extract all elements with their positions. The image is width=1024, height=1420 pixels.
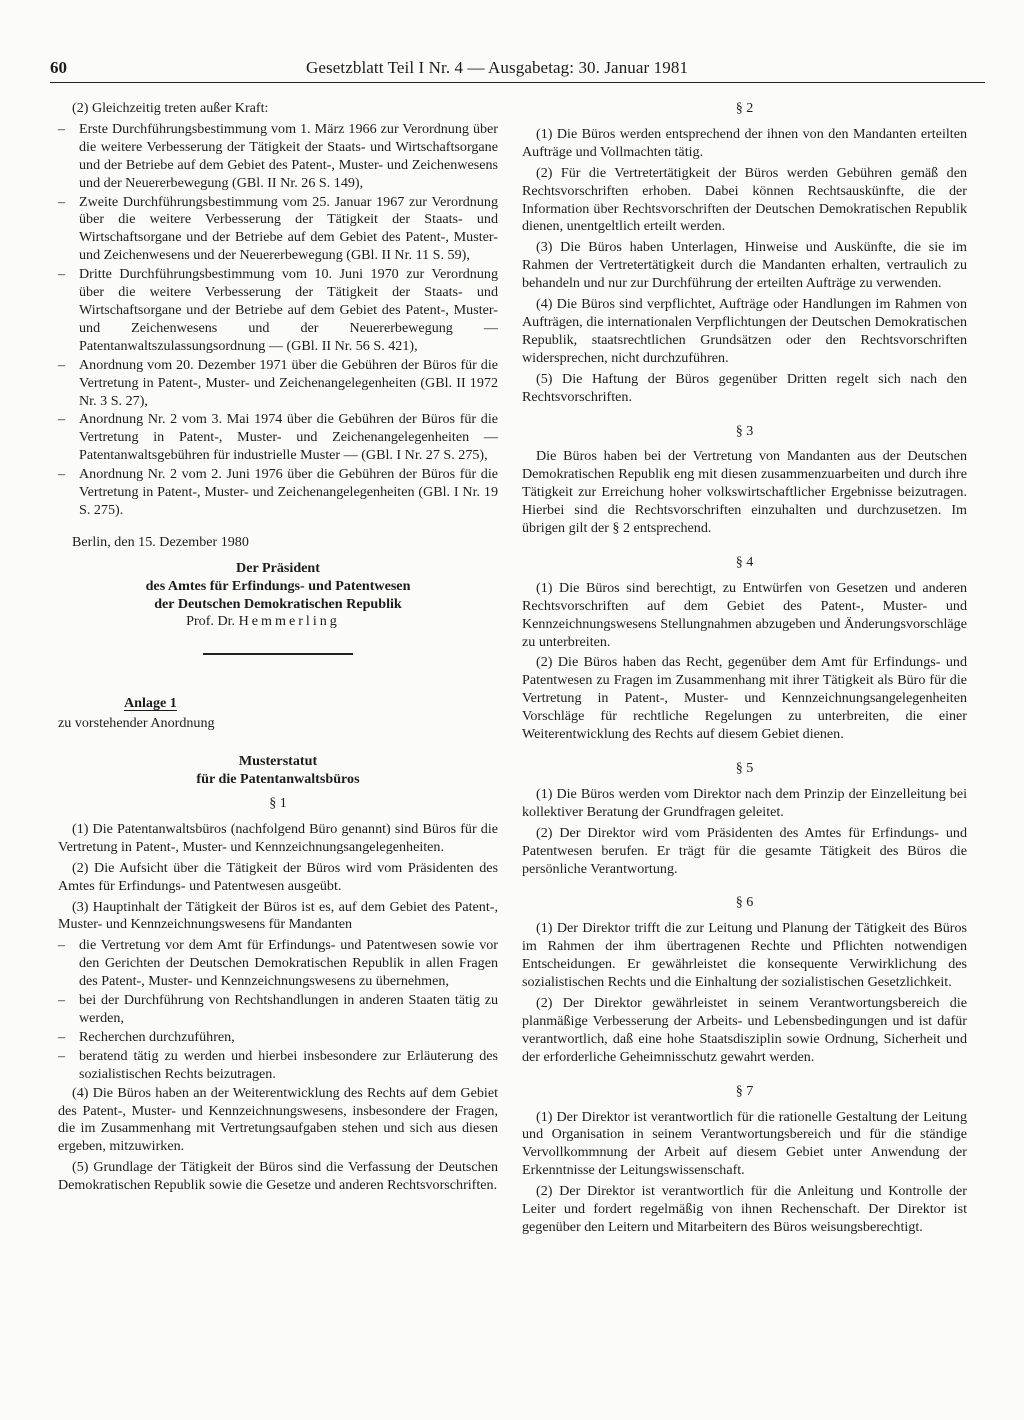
repealed-item: – Zweite Durchführungsbestimmung vom 25. Januar 1967 zur Verordnung über die weitere Verbesserung der Tätigkeit der Staats- und Wirtschaftsorgane und der Betriebe auf dem Gebiet des Patent-, Muster- und Zeichenwesens und der Neuererbewegung (GBl. II Nr. 11 S. 59), xyxy=(58,194,498,266)
repealed-item: – Anordnung Nr. 2 vom 2. Juni 1976 über die Gebühren der Büros für die Vertretung in Patent-, Muster- und Zeichenangelegenheiten (GBl. I Nr. 19 S. 275). xyxy=(58,466,498,520)
paragraph: (4) Die Büros sind verpflichtet, Aufträge oder Handlungen im Rahmen von Aufträgen, die internationalen Verpflichtungen der Deutschen Demokratischen Republik, staatsrechtlichen Grundsätzen oder den Rechtsvorschriften widersprechen, nicht durchzuführen. xyxy=(522,296,967,366)
paragraph: (2) Die Aufsicht über die Tätigkeit der Büros wird vom Präsidenten des Amtes für Erfindungs- und Patentwesen ausgeübt. xyxy=(58,859,498,894)
paragraph: (2) Der Direktor gewährleistet in seinem Verantwortungsbereich die planmäßige Verbesserung der Arbeits- und Lebensbedingungen und ist dafür verantwortlich, daß eine hohe Staatsdisziplin sowie Ordnung, Sicherheit und der erforderliche Geheimnisschutz gewahrt werden. xyxy=(522,994,967,1065)
page-number: 60 xyxy=(50,58,67,77)
repealed-item: – Erste Durchführungsbestimmung vom 1. März 1966 zur Verordnung über die weitere Verbesserung der Tätigkeit der Staats- und Wirtschaftsorgane und der Betriebe auf dem Gebiet des Patent-, Muster- und Zeichenwesens und der Neuererbewegung (GBl. II Nr. 26 S. 149), xyxy=(58,121,498,193)
paragraph: (1) Der Direktor trifft die zur Leitung und Planung der Tätigkeit des Büros im Rahmen der ihm übertragenen Rechte und Pflichten notwendigen Entscheidungen. Er gewährleistet die konsequente Verwirklichung des sozialistischen Rechts und die Einhaltung der sozialistischen Gesetzlichkeit. xyxy=(522,920,967,991)
paragraph: (2) Der Direktor wird vom Präsidenten des Amtes für Erfindungs- und Patentwesen berufen. Er trägt für die gesamte Tätigkeit des Büros die persönliche Verantwortung. xyxy=(522,824,967,877)
paragraph: (3) Hauptinhalt der Tätigkeit der Büros ist es, auf dem Gebiet des Patent-, Muster- und Kennzeichnungswesens für Mandanten xyxy=(58,898,498,933)
duty-item: – bei der Durchführung von Rechtshandlungen in anderen Staaten tätig zu werden, xyxy=(58,992,498,1028)
repealed-item: – Anordnung Nr. 2 vom 3. Mai 1974 über die Gebühren der Büros für die Vertretung in Patent-, Muster- und Zeichenangelegenheiten — Patentanwaltsgebühren für industrielle Muster — (GBl. I Nr. 27 S. 275), xyxy=(58,411,498,465)
right-column xyxy=(522,100,967,1240)
signer-name: Hemmerling xyxy=(238,613,340,630)
place-date: Berlin, den 15. Dezember 1980 xyxy=(72,533,249,550)
signer xyxy=(28,613,498,631)
signer-title: Prof. Dr. xyxy=(186,613,236,630)
section-heading-5: § 5 xyxy=(735,760,754,776)
paragraph: Die Büros haben bei der Vertretung von Mandanten aus der Deutschen Demokratischen Republik eng mit diesen zusammenzuarbeiten und durch ihre Tätigkeit zur Erreichung hoher volkswirtschaftlicher Ergebnisse beizutragen. Hierbei sind die Rechtsvorschriften einzuhalten und durchzusetzen. Im übrigen gilt der § 2 entsprechend. xyxy=(522,448,967,537)
section-heading-4: § 4 xyxy=(735,553,754,570)
section-heading-3: § 3 xyxy=(735,422,754,439)
repealed-item: – Dritte Durchführungsbestimmung vom 10. Juni 1970 zur Verordnung über die weitere Verbesserung der Tätigkeit der Staats- und Wirtschaftsorgane und der Betriebe auf dem Gebiet des Patent-, Muster- und Zeichenwesens und der Neuererbewegung — Patentanwaltszulassungsordnung — (GBl. II Nr. 56 S. 421), xyxy=(58,266,498,356)
paragraph: (5) Grundlage der Tätigkeit der Büros sind die Verfassung der Deutschen Demokratischen Republik sowie die Gesetze und anderen Rechtsvorschriften. xyxy=(58,1159,498,1194)
signature-block xyxy=(58,560,498,614)
paragraph: (5) Die Haftung der Büros gegenüber Dritten regelt sich nach den Rechtsvorschriften. xyxy=(522,370,967,405)
duty-item: – beratend tätig zu werden und hierbei insbesondere zur Erläuterung des sozialistischen Rechts beizutragen. xyxy=(58,1048,498,1084)
duty-item: – die Vertretung vor dem Amt für Erfindungs- und Patentwesen sowie vor den Gerichten der Deutschen Demokratischen Republik in allen Fragen des Patent-, Muster- und Kennzeichnungswesens zu übernehmen, xyxy=(58,937,498,991)
paragraph: (2) Die Büros haben das Recht, gegenüber dem Amt für Erfindungs- und Patentwesen zu Fragen im Zusammenhang mit ihrer Tätigkeit als Büro für die Vertretung in Patent-, Muster- und Kennzeichnungsangelegenheiten Vorschläge für rechtliche Regelungen zu unterbreiten, die einer Weiterentwicklung des Rechts auf diesem Gebiet dienen. xyxy=(522,654,967,743)
paragraph: (1) Die Büros werden entsprechend der ihnen von den Mandanten erteilten Aufträge und Vollmachten tätig. xyxy=(522,125,967,160)
signature-line: der Deutschen Demokratischen Republik xyxy=(154,595,402,612)
section-heading-7: § 7 xyxy=(735,1082,754,1099)
section-heading-1: § 1 xyxy=(269,795,287,811)
duty-item: – Recherchen durchzuführen, xyxy=(58,1029,498,1047)
paragraph: (3) Die Büros haben Unterlagen, Hinweise und Auskünfte, die sie im Rahmen der Vertretertätigkeit durch die Mandanten erhalten, vertraulich zu behandeln und nur zur Durchführung der erteilten Aufträge zu verwenden. xyxy=(522,239,967,292)
page-header xyxy=(0,58,1024,84)
annex-subtitle: zu vorstehender Anordnung xyxy=(58,715,215,732)
paragraph: (1) Die Büros werden vom Direktor nach dem Prinzip der Einzelleitung bei kollektiver Beratung der Grundfragen geleitet. xyxy=(522,785,967,820)
left-column xyxy=(58,100,498,1198)
repeal-intro: (2) Gleichzeitig treten außer Kraft: xyxy=(72,100,269,116)
annex-title: Anlage 1 xyxy=(124,695,177,712)
paragraph: (4) Die Büros haben an der Weiterentwicklung des Rechts auf dem Gebiet des Patent-, Muster- und Kennzeichnungswesens, insbesondere der Fragen, die im Zusammenhang mit Vertretungsaufgaben stehen und sich aus diesen ergeben, mitzuwirken. xyxy=(58,1084,498,1155)
section-heading-2: § 2 xyxy=(735,100,754,116)
paragraph: (2) Der Direktor ist verantwortlich für die Anleitung und Kontrolle der Leiter und fordert regelmäßig von ihnen Rechenschaft. Der Direktor ist gegenüber den Leitern und Mitarbeitern des Büros weisungsberechtigt. xyxy=(522,1183,967,1235)
statute-subtitle: für die Patentanwaltsbüros xyxy=(196,771,360,788)
signature-line: Der Präsident xyxy=(236,559,320,576)
header-rule xyxy=(50,82,985,83)
signature-line: des Amtes für Erfindungs- und Patentwesen xyxy=(145,577,411,594)
running-head: Gesetzblatt Teil I Nr. 4 — Ausgabetag: 30. Januar 1981 xyxy=(306,58,689,77)
paragraph: (2) Für die Vertretertätigkeit der Büros werden Gebühren gemäß den Rechtsvorschriften erhoben. Dabei können Rechtsauskünfte, die der Information über Rechtsvorschriften der Deutschen Demokratischen Republik dienen, unentgeltlich erteilt werden. xyxy=(522,164,967,235)
statute-title: Musterstatut xyxy=(238,753,318,770)
repealed-list xyxy=(58,121,498,520)
separator-rule xyxy=(203,653,353,655)
paragraph: (1) Die Büros sind berechtigt, zu Entwürfen von Gesetzen und anderen Rechtsvorschriften auf dem Gebiet des Patent-, Muster- und Kennzeichnungswesens Stellungnahmen abzugeben und Änderungsvorschläge zu unterbreiten. xyxy=(522,579,967,650)
paragraph: (1) Die Patentanwaltsbüros (nachfolgend Büro genannt) sind Büros für die Vertretung in Patent-, Muster- und Kennzeichnungsangelegenheiten. xyxy=(58,820,498,855)
section-heading-6: § 6 xyxy=(735,894,754,911)
paragraph: (1) Der Direktor ist verantwortlich für die rationelle Gestaltung der Leitung und Organisation in seinem Verantwortungsbereich und für die ständige Vervollkommnung der Arbeit auf diesem Gebiet unter Anwendung der Erkenntnisse der Leitungswissenschaft. xyxy=(522,1108,967,1179)
duties-list xyxy=(58,937,498,1083)
repealed-item: – Anordnung vom 20. Dezember 1971 über die Gebühren der Büros für die Vertretung in Patent-, Muster- und Zeichenangelegenheiten (GBl. II 1972 Nr. 3 S. 27), xyxy=(58,357,498,411)
